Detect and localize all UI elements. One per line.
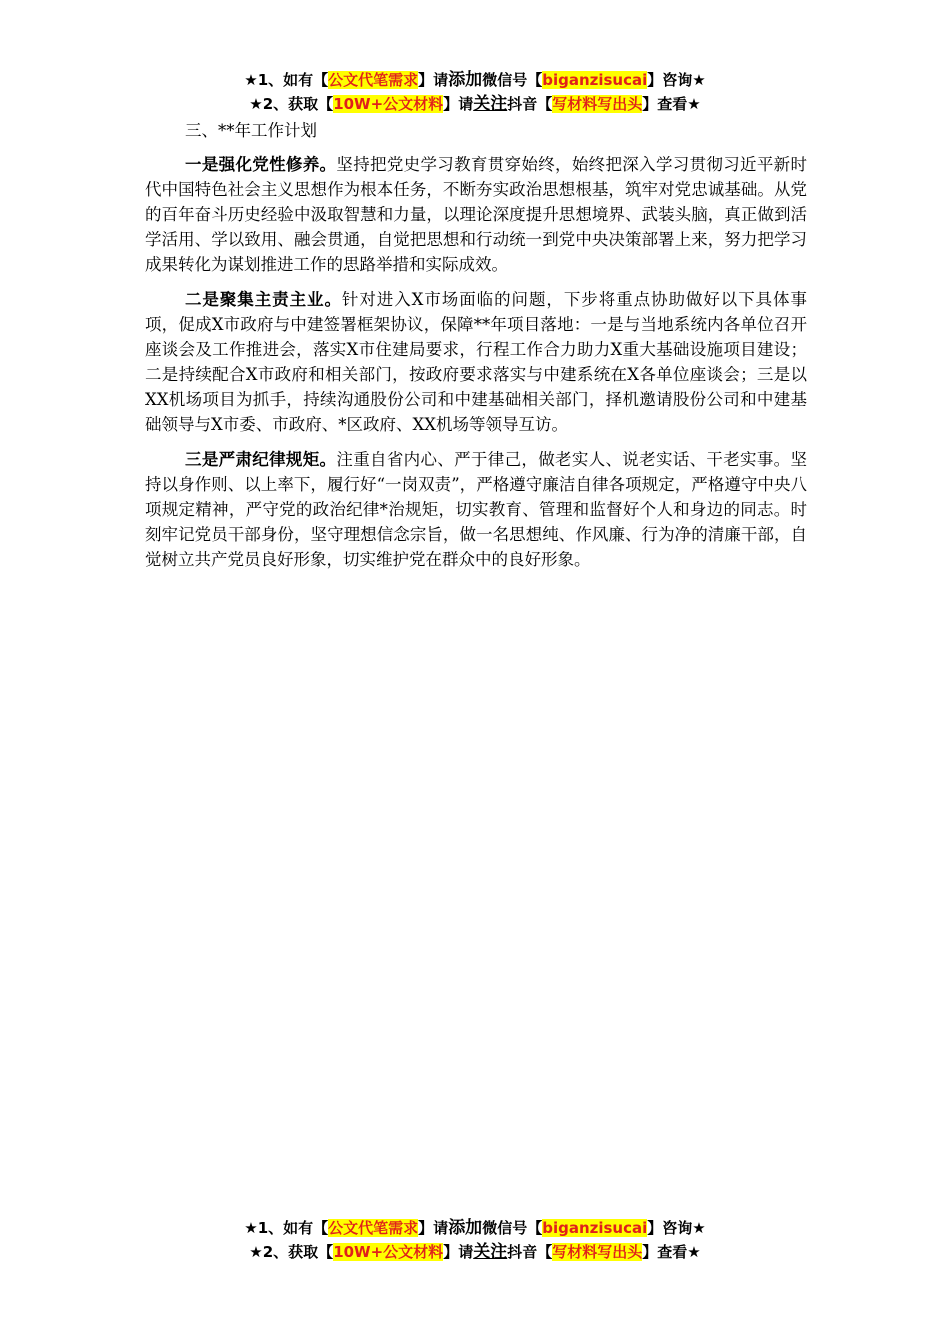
paragraph-lead: 三是严肃纪律规矩。 (185, 450, 337, 469)
highlight-douyin: 写材料写出头 (552, 1243, 643, 1261)
paragraph-3 (145, 447, 807, 572)
paragraph-text: 注重自省内心、严于律己，做老实人、说老实话、干老实事。坚持以身作则、以上率下，履行好“一岗双责”，严格遵守廉洁自律各项规定，严格遵守中央八项规定精神，严守党的政治纪律*治规矩，切实教育、管理和监督好个人和身边的同志。时刻牢记党员干部身份，坚守理想信念宗旨，做一名思想纯、作风廉、行为净的清廉干部，自觉树立共产党员良好形象，切实维护党在群众中的良好形象。 (145, 450, 807, 569)
section-heading: 三、**年工作计划 (185, 121, 317, 140)
header-banner (0, 68, 950, 116)
highlight-materials: 10W+公文材料 (333, 95, 444, 113)
banner-line-1: ★1、如有【公文代笔需求】请添加微信号【biganzisucai】咨询★ (244, 70, 706, 90)
paragraph-lead: 二是聚集主责主业。 (185, 290, 342, 309)
highlight-service: 公文代笔需求 (328, 1219, 419, 1237)
banner-line-1: ★1、如有【公文代笔需求】请添加微信号【biganzisucai】咨询★ (244, 1218, 706, 1238)
paragraph-text: 坚持把党史学习教育贯穿始终，始终把深入学习贯彻习近平新时代中国特色社会主义思想作为根本任务，不断夯实政治思想根基，筑牢对党忠诚基础。从党的百年奋斗历史经验中汲取智慧和力量，以理论深度提升思想境界、武装头脑，真正做到活学活用、学以致用、融会贯通，自觉把思想和行动统一到党中央决策部署上来，努力把学习成果转化为谋划推进工作的思路举措和实际成效。 (145, 155, 807, 274)
highlight-wechat-id: biganzisucai (542, 71, 648, 89)
paragraph-1 (145, 152, 807, 277)
highlight-service: 公文代笔需求 (328, 71, 419, 89)
paragraph-lead: 一是强化党性修养。 (185, 155, 337, 174)
banner-line-2: ★2、获取【10W+公文材料】请关注抖音【写材料写出头】查看★ (249, 94, 701, 114)
footer-banner (0, 1216, 950, 1264)
paragraph-2 (145, 287, 807, 437)
highlight-wechat-id: biganzisucai (542, 1219, 648, 1237)
highlight-douyin: 写材料写出头 (552, 95, 643, 113)
document-body (145, 118, 807, 582)
paragraph-text: 针对进入X市场面临的问题，下步将重点协助做好以下具体事项，促成X市政府与中建签署框架协议，保障**年项目落地：一是与当地系统内各单位召开座谈会及工作推进会，落实X市住建局要求，行程工作合力助力X重大基础设施项目建设；二是持续配合X市政府和相关部门，按政府要求落实与中建系统在X各单位座谈会；三是以XX机场项目为抓手，持续沟通股份公司和中建基础相关部门，择机邀请股份公司和中建基础领导与X市委、市政府、*区政府、XX机场等领导互访。 (145, 290, 807, 434)
banner-line-2: ★2、获取【10W+公文材料】请关注抖音【写材料写出头】查看★ (249, 1242, 701, 1262)
highlight-materials: 10W+公文材料 (333, 1243, 444, 1261)
